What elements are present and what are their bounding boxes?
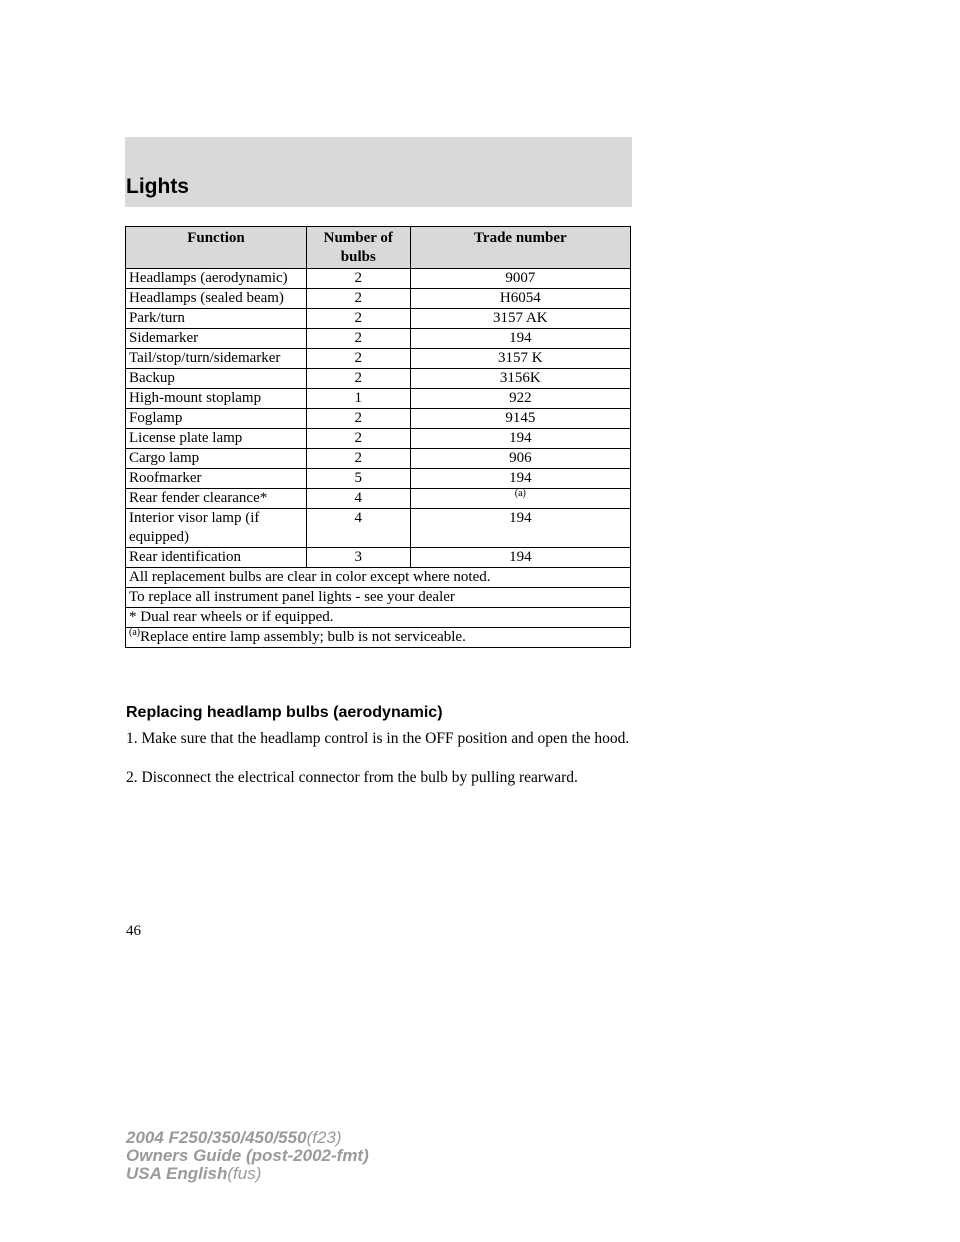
section-title: Lights	[126, 175, 189, 198]
row-function-cell-text: Tail/stop/turn/sidemarker	[129, 350, 281, 366]
row-trade-cell-text: 194	[509, 510, 532, 526]
row-trade-cell	[410, 389, 630, 409]
row-trade-cell	[410, 309, 630, 329]
page-number: 46	[126, 923, 141, 939]
row-function-cell	[126, 429, 307, 449]
row-bulbs-cell-text: 2	[354, 270, 363, 286]
row-function-cell	[126, 489, 307, 509]
footer-model-code: (f23)	[306, 1128, 342, 1147]
table-header-row	[126, 227, 631, 269]
row-function-cell	[126, 389, 307, 409]
step-2: 2. Disconnect the electrical connector from the bulb by pulling rearward.	[126, 769, 578, 786]
footer-language-code: (fus)	[227, 1164, 262, 1183]
row-bulbs-cell	[306, 289, 410, 309]
footer-line-1	[126, 1129, 369, 1147]
row-trade-cell-text: 194	[509, 470, 532, 486]
table-row	[126, 269, 631, 289]
row-function-cell	[126, 289, 307, 309]
row-trade-cell	[410, 509, 630, 548]
row-bulbs-cell-text: 2	[354, 290, 363, 306]
row-bulbs-cell-text: 2	[354, 450, 363, 466]
footer-guide: Owners Guide (post-2002-fmt)	[126, 1146, 369, 1165]
subheading: Replacing headlamp bulbs (aerodynamic)	[126, 704, 443, 721]
row-trade-cell	[410, 329, 630, 349]
step-1: 1. Make sure that the headlamp control is in the OFF position and open the hood.	[126, 730, 630, 747]
bulb-table	[125, 226, 631, 648]
row-function-cell-text: Sidemarker	[129, 330, 199, 346]
table-row	[126, 369, 631, 389]
row-trade-cell-text: 194	[509, 549, 532, 565]
row-function-cell	[126, 369, 307, 389]
table-row	[126, 429, 631, 449]
document-footer	[126, 1129, 369, 1183]
row-trade-cell	[410, 349, 630, 369]
row-function-cell-text: High-mount stoplamp	[129, 390, 262, 406]
table-row	[126, 309, 631, 329]
row-function-cell-text: Foglamp	[129, 410, 183, 426]
table-row	[126, 509, 631, 548]
footnote-marker: (a)	[129, 627, 141, 638]
row-function-cell	[126, 269, 307, 289]
row-function-cell-text: Roofmarker	[129, 470, 202, 486]
row-trade-cell	[410, 429, 630, 449]
row-bulbs-cell	[306, 409, 410, 429]
row-bulbs-cell	[306, 489, 410, 509]
row-trade-cell	[410, 409, 630, 429]
header-function: Function	[126, 227, 307, 269]
row-function-cell-text: Rear fender clearance*	[129, 490, 268, 506]
row-bulbs-cell-text: 2	[354, 410, 363, 426]
table-note	[126, 588, 631, 608]
row-bulbs-cell	[306, 469, 410, 489]
row-function-cell-text: Backup	[129, 370, 175, 386]
row-bulbs-cell-text: 2	[354, 430, 363, 446]
table-note-text: All replacement bulbs are clear in color except where noted.	[129, 569, 491, 585]
table-row	[126, 289, 631, 309]
row-trade-cell-text: 906	[509, 450, 532, 466]
row-trade-cell-text: 922	[509, 390, 532, 406]
row-function-cell	[126, 548, 307, 568]
row-function-cell	[126, 449, 307, 469]
table-row	[126, 409, 631, 429]
table-note	[126, 608, 631, 628]
table-note-row	[126, 628, 631, 648]
row-bulbs-cell-text: 1	[354, 390, 363, 406]
footer-language: USA English	[126, 1164, 228, 1183]
row-bulbs-cell	[306, 309, 410, 329]
row-bulbs-cell-text: 3	[354, 549, 363, 565]
row-trade-cell	[410, 489, 630, 509]
footer-line-2	[126, 1147, 369, 1165]
row-trade-cell-text: 194	[509, 430, 532, 446]
row-function-cell-text: Headlamps (aerodynamic)	[129, 270, 288, 286]
footnote-marker: (a)	[514, 488, 526, 499]
row-function-cell	[126, 349, 307, 369]
row-function-cell	[126, 309, 307, 329]
row-function-cell	[126, 329, 307, 349]
table-row	[126, 548, 631, 568]
row-bulbs-cell-text: 5	[354, 470, 363, 486]
row-bulbs-cell	[306, 329, 410, 349]
row-bulbs-cell-text: 2	[354, 330, 363, 346]
row-trade-cell	[410, 369, 630, 389]
row-trade-cell-text: 3157 AK	[493, 310, 548, 326]
table-note-row	[126, 588, 631, 608]
row-trade-cell-text: 3157 K	[498, 350, 543, 366]
row-function-cell-text: License plate lamp	[129, 430, 243, 446]
section-header-band	[125, 137, 632, 207]
row-bulbs-cell-text: 2	[354, 370, 363, 386]
row-bulbs-cell-text: 4	[354, 510, 363, 526]
row-bulbs-cell-text: 2	[354, 310, 363, 326]
row-function-cell-text: Park/turn	[129, 310, 185, 326]
row-function-cell	[126, 409, 307, 429]
row-bulbs-cell	[306, 449, 410, 469]
table-row	[126, 489, 631, 509]
row-bulbs-cell-text: 2	[354, 350, 363, 366]
table-row	[126, 449, 631, 469]
row-bulbs-cell	[306, 369, 410, 389]
row-trade-cell	[410, 289, 630, 309]
table-note-text: To replace all instrument panel lights - see your dealer	[129, 589, 455, 605]
row-bulbs-cell	[306, 269, 410, 289]
row-trade-cell-text: 3156K	[499, 370, 541, 386]
row-trade-cell	[410, 469, 630, 489]
row-trade-cell-text: 9145	[505, 410, 536, 426]
row-function-cell-text: Interior visor lamp (if equipped)	[129, 510, 260, 545]
row-function-cell-text: Headlamps (sealed beam)	[129, 290, 284, 306]
row-trade-cell-text: H6054	[499, 290, 541, 306]
table-note-row	[126, 568, 631, 588]
row-function-cell	[126, 469, 307, 489]
row-bulbs-cell	[306, 349, 410, 369]
table-note	[126, 628, 631, 648]
row-bulbs-cell-text: 4	[354, 490, 363, 506]
row-trade-cell	[410, 269, 630, 289]
row-trade-cell-text: 194	[509, 330, 532, 346]
table-row	[126, 329, 631, 349]
table-note-row	[126, 608, 631, 628]
row-bulbs-cell	[306, 429, 410, 449]
table-row	[126, 469, 631, 489]
header-number-of-bulbs: Number of bulbs	[306, 227, 410, 269]
row-bulbs-cell	[306, 548, 410, 568]
row-bulbs-cell	[306, 509, 410, 548]
row-trade-cell	[410, 449, 630, 469]
table-note-text: Replace entire lamp assembly; bulb is not serviceable.	[140, 629, 466, 645]
table-row	[126, 389, 631, 409]
footer-model: 2004 F250/350/450/550	[126, 1128, 307, 1147]
table-row	[126, 349, 631, 369]
table-note-text: * Dual rear wheels or if equipped.	[129, 609, 334, 625]
footer-line-3	[126, 1165, 369, 1183]
row-function-cell-text: Cargo lamp	[129, 450, 200, 466]
row-trade-cell-text: 9007	[505, 270, 536, 286]
table-note	[126, 568, 631, 588]
row-function-cell-text: Rear identification	[129, 549, 242, 565]
row-trade-cell	[410, 548, 630, 568]
row-bulbs-cell	[306, 389, 410, 409]
row-function-cell	[126, 509, 307, 548]
header-trade-number: Trade number	[410, 227, 630, 269]
